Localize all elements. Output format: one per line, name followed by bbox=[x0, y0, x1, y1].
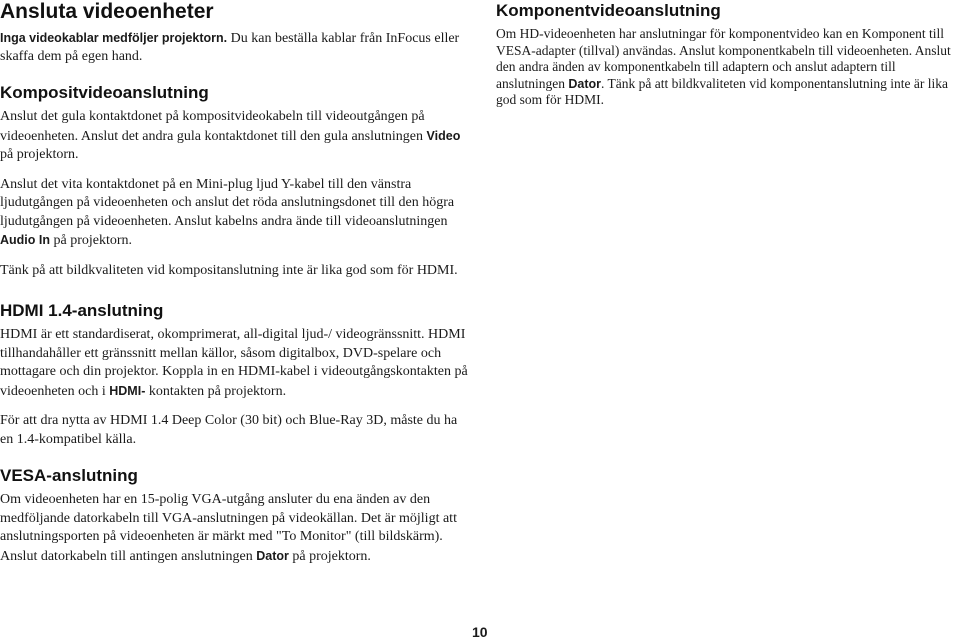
composite-heading: Kompositvideoanslutning bbox=[0, 83, 209, 102]
dator-port-label: Dator bbox=[256, 548, 289, 563]
audio-in-port-label: Audio In bbox=[0, 233, 50, 247]
hdmi-heading: HDMI 1.4-anslutning bbox=[0, 301, 164, 320]
composite-p2-tail: på projektorn. bbox=[50, 233, 133, 248]
page-number: 10 bbox=[472, 624, 488, 640]
composite-p1-text: Anslut det gula kontaktdonet på kompositvideokabeln till videoutgången på videoenheten. Anslut det andra gula kontaktdonet till den gula anslutningen bbox=[0, 109, 427, 144]
component-p1-text: Om HD-videoenheten har anslutningar för komponentvideo kan en Komponent till VESA-adapter (tillval) användas. Anslut komponentkabeln till videoenheten. Anslut den andra änden av komponentkabeln till adaptern och anslut adaptern till anslutningen bbox=[496, 26, 951, 91]
component-p1-tail: . Tänk på att bildkvaliteten vid komponentanslutning inte är lika god som för HDMI. bbox=[496, 75, 948, 107]
composite-section bbox=[0, 82, 470, 280]
composite-p1-tail: på projektorn. bbox=[0, 147, 79, 162]
vesa-p1-text: Om videoenheten har en 15-polig VGA-utgång ansluter du ena änden av den medföljande datorkabeln till VGA-anslutningen på videokällan. Det är möjligt att anslutningsporten på videoenheten är märkt med "To Monitor" (till bildskärm). Anslut datorkabeln till antingen anslutningen bbox=[0, 492, 457, 564]
hdmi-p1-text: HDMI är ett standardiserat, okomprimerat, all-digital ljud-/ videogränssnitt. HDMI tillhandahåller ett gränssnitt mellan källor, såsom digitalbox, DVD-spelare och mottagare och din projektor. Koppla in en HDMI-kabel i videoutgångskontakten på videoenheten och i bbox=[0, 327, 468, 399]
video-port-label: Video bbox=[426, 128, 461, 143]
cable-note-text: Du kan beställa kablar från InFocus eller skaffa dem på egen hand. bbox=[0, 31, 460, 64]
composite-paragraph-2 bbox=[0, 176, 470, 251]
page-title: Ansluta videoenheter bbox=[0, 0, 214, 23]
hdmi-section bbox=[0, 300, 470, 449]
hdmi-port-label: HDMI- bbox=[109, 383, 146, 398]
vesa-heading: VESA-anslutning bbox=[0, 466, 138, 485]
vesa-section bbox=[0, 465, 470, 566]
component-dator-port-label: Dator bbox=[568, 76, 602, 91]
vesa-paragraph-1 bbox=[0, 491, 470, 566]
composite-p2-text: Anslut det vita kontaktdonet på en Mini-plug ljud Y-kabel till den vänstra ljudutgången på videoenheten och anslut det röda anslutningsdonet till den högra ljudutgången på videoenheten. Anslut kabelns andra ände till videoanslutningen bbox=[0, 176, 455, 229]
right-column bbox=[496, 0, 958, 109]
component-heading: Komponentvideoanslutning bbox=[496, 1, 721, 20]
component-paragraph-1 bbox=[496, 26, 958, 109]
left-column bbox=[0, 0, 470, 566]
composite-paragraph-1 bbox=[0, 108, 470, 165]
vesa-p1-tail: på projektorn. bbox=[288, 548, 371, 564]
composite-paragraph-3: Tänk på att bildkvaliteten vid kompositanslutning inte är lika god som för HDMI. bbox=[0, 262, 458, 278]
hdmi-paragraph-2: För att dra nytta av HDMI 1.4 Deep Color (30 bit) och Blue-Ray 3D, måste du ha en 1.4-kompatibel källa. bbox=[0, 413, 458, 447]
hdmi-paragraph-1 bbox=[0, 326, 470, 401]
hdmi-p1-tail: kontakten på projektorn. bbox=[145, 383, 287, 399]
cable-note bbox=[0, 29, 470, 66]
cable-note-lead: Inga videokablar medföljer projektorn. bbox=[0, 31, 228, 45]
